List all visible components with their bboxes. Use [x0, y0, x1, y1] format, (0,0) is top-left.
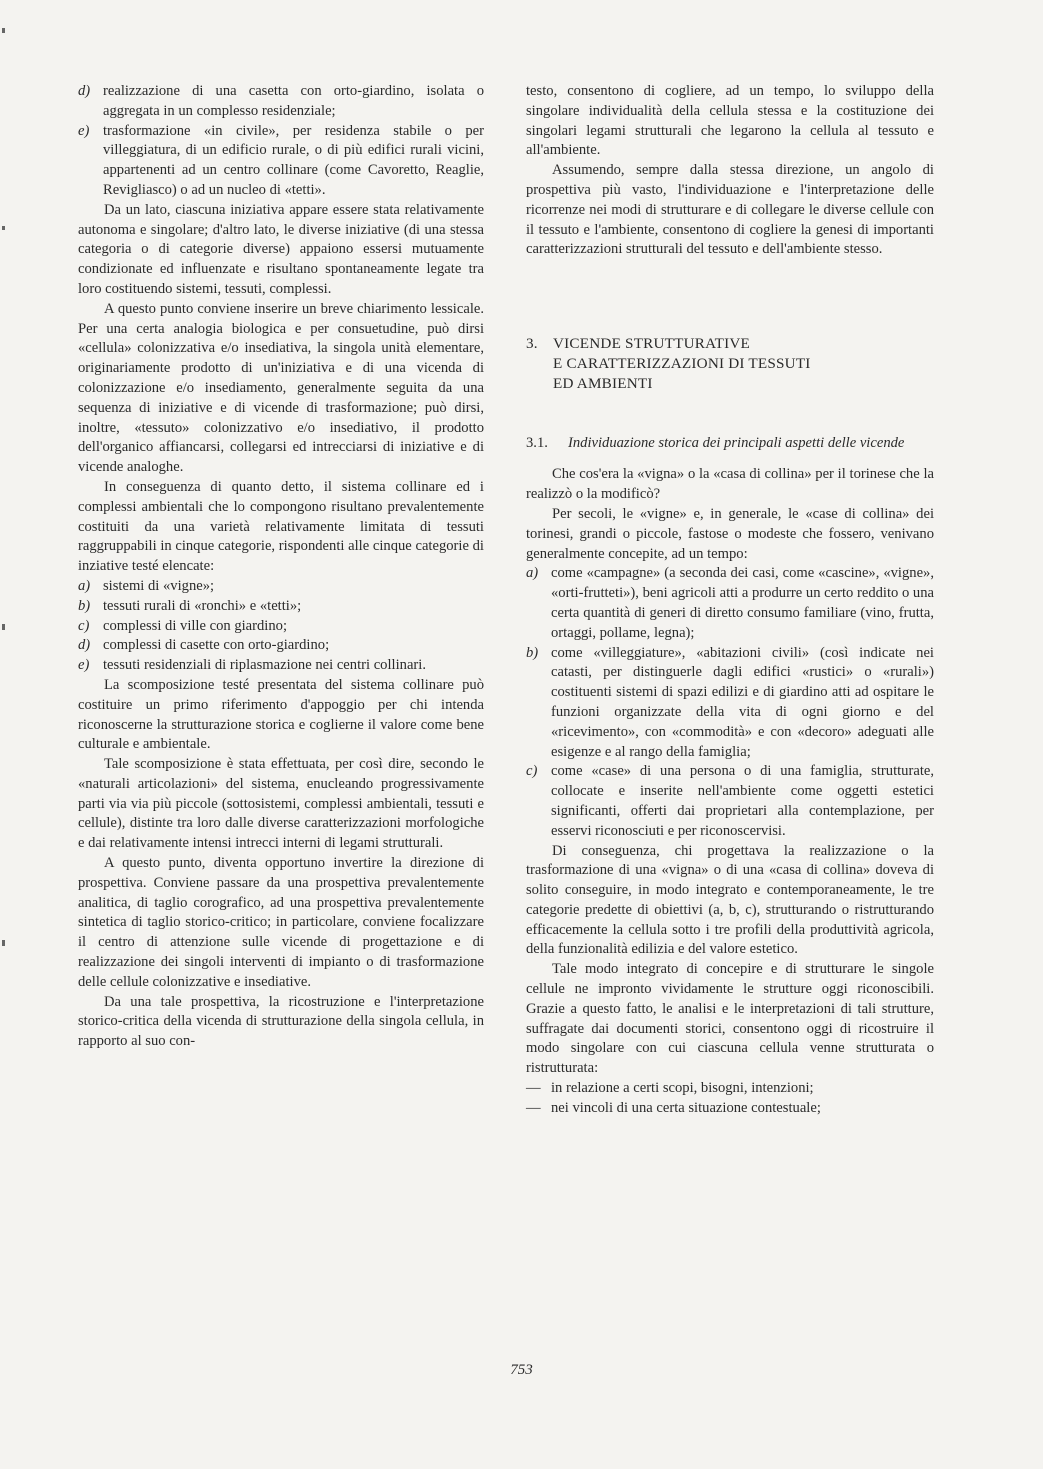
paragraph: In conseguenza di quanto detto, il sistema collinare ed i complessi ambientali che lo compongono risultano prevalentemente costituiti da una varietà relativamente limitata di tessuti raggruppabili in cinque categorie, rispondenti alle cinque categorie di inziative testé elencate: — [78, 478, 484, 575]
section-title-line: ED AMBIENTI — [553, 374, 653, 392]
list-text: come «case» di una persona o di una famiglia, strutturate, collocate e inserite nell'ambiente come oggetti estetici significanti, offerti dai proprietari alla contemplazione, per esservi riconosciuti e per riconoscervisi. — [551, 763, 934, 839]
list-item — [526, 644, 934, 763]
paragraph: A questo punto conviene inserire un breve chiarimento lessicale. Per una certa analogia biologica e per consuetudine, può dirsi «cellula» colonizzativa e/o insediativa, la singola unità elementare, originariamente prodotto di un'iniziativa e di una vicenda di colonizzazione e/o insediamento, generalmente seguita da una sequenza di iniziative e di vicende di trasformazione; può dirsi, inoltre, «tessuto» colonizzativo e/o insediativo, il prodotto dell'organico affiancarsi, collegarsi ed intrecciarsi di iniziative e di vicende analoghe. — [78, 300, 484, 476]
list-label: d) — [78, 637, 91, 654]
paragraph: Da un lato, ciascuna iniziativa appare essere stata relativamente autonoma e singolare; d'altro lato, le diverse iniziative (di una stessa categoria o di categorie diverse) appaiono essersi mutuamente condizionate ed influenzate e risultano spontaneamente legate tra loro costituendo sistemi, tessuti, complessi. — [78, 201, 484, 297]
right-column — [526, 82, 934, 1119]
list-label: b) — [526, 644, 539, 661]
list-text: in relazione a certi scopi, bisogni, intenzioni; — [551, 1080, 814, 1097]
list-text: nei vincoli di una certa situazione contestuale; — [551, 1099, 821, 1116]
list-item — [526, 1099, 934, 1119]
section-title-line: E CARATTERIZZAZIONI DI TESSUTI — [553, 354, 811, 372]
scan-edge-mark — [2, 28, 5, 33]
list-item — [78, 82, 484, 122]
list-label: — — [526, 1099, 541, 1116]
section-title-line: VICENDE STRUTTURATIVE — [553, 335, 750, 353]
paragraph: La scomposizione testé presentata del sistema collinare può costituire un primo riferimento d'appoggio per chi intenda riconoscerne la strutturazione storica e coglierne il valore come bene culturale e ambientale. — [78, 676, 484, 753]
left-column — [78, 82, 484, 1052]
scan-edge-mark — [2, 940, 5, 946]
paragraph: Tale scomposizione è stata effettuata, per così dire, secondo le «naturali articolazioni» del sistema, enucleando progressivamente parti via via più piccole (sottosistemi, complessi ambientali, tessuti e cellule), distinte tra loro dalle diverse caratterizzazioni morfologiche e dai relativamente intensi intrecci interni di legami strutturali. — [78, 756, 484, 852]
list-item — [526, 762, 934, 841]
list-item — [78, 597, 484, 617]
section-heading — [526, 334, 934, 393]
scan-edge-mark — [2, 624, 5, 630]
list-item — [526, 1079, 934, 1099]
list-text: tessuti residenziali di riplasmazione nei centri collinari. — [103, 657, 426, 674]
list-item — [78, 656, 484, 676]
paragraph: Per secoli, le «vigne» e, in generale, le «case di collina» dei torinesi, grandi o piccole, fastose o modeste che fossero, venivano generalmente concepite, ad un tempo: — [526, 505, 934, 562]
paragraph: Da una tale prospettiva, la ricostruzione e l'interpretazione storico-critica della vicenda di strutturazione della singola cellula, in rapporto al suo con- — [78, 993, 484, 1050]
section-number: 3. — [526, 335, 538, 353]
subsection-title: Individuazione storica dei principali aspetti delle vicende — [568, 434, 905, 451]
list-text: realizzazione di una casetta con orto-giardino, isolata o aggregata in un complesso residenziale; — [103, 83, 484, 119]
list-label: c) — [78, 617, 90, 634]
list-label: e) — [78, 122, 90, 139]
list-label: d) — [78, 83, 91, 99]
list-text: tessuti rurali di «ronchi» e «tetti»; — [103, 597, 302, 614]
list-label: — — [526, 1080, 541, 1097]
list-label: a) — [526, 565, 539, 582]
subsection-heading — [526, 434, 934, 454]
list-text: sistemi di «vigne»; — [103, 577, 215, 594]
list-text: come «villeggiature», «abitazioni civili» (così indicate nei catasti, per distinguerle dagli edifici «rustici» o «rurali») costituenti sistemi di spazi edilizi e di giardino atti ad ospitare le funzioni organizzate della vita di ogni giorno e del «ricevimento», con «commodità» e con «decoro» adeguati alle esigenze e al rango della famiglia; — [551, 644, 934, 760]
scan-edge-mark — [2, 226, 5, 230]
list-label: c) — [526, 763, 538, 780]
list-text: complessi di ville con giardino; — [103, 617, 288, 634]
page-number: 753 — [510, 1362, 533, 1378]
list-text: come «campagne» (a seconda dei casi, come «cascine», «vigne», «orti-frutteti»), beni agricoli atti a produrre un certo reddito o una certa quantità di generi di diretto consumo familiare (vino, frutta, ortaggi, pollame, legna); — [551, 565, 934, 641]
list-label: b) — [78, 597, 91, 614]
list-text: trasformazione «in civile», per residenza stabile o per villeggiatura, di un edificio rurale, o di più edifici rurali vicini, appartenenti ad un centro collinare (come Cavoretto, Reaglie, Revigliasco) o ad un nucleo di «tetti». — [103, 122, 484, 198]
paragraph: testo, consentono di cogliere, ad un tempo, lo sviluppo della singolare individualità della cellula stessa e la costituzione dei singolari legami strutturali che legarono la cellula al tessuto e all'ambiente. — [526, 83, 934, 159]
list-item — [78, 617, 484, 637]
list-text: complessi di casette con orto-giardino; — [103, 637, 330, 654]
list-item — [78, 122, 484, 201]
list-label: a) — [78, 577, 91, 594]
paragraph: Assumendo, sempre dalla stessa direzione, un angolo di prospettiva più vasto, l'individuazione e l'interpretazione delle ricorrenze nei modi di strutturare e di collegare le diverse cellule con il tessuto e l'ambiente, consentono di cogliere la genesi di importanti caratterizzazioni strutturali del tessuto e dell'ambiente stesso. — [526, 162, 934, 258]
list-item — [78, 577, 484, 597]
list-item — [78, 636, 484, 656]
list-label: e) — [78, 657, 90, 674]
paragraph: A questo punto, diventa opportuno invertire la direzione di prospettiva. Conviene passare da una prospettiva prevalentemente analitica, di taglio corografico, ad una prospettiva prevalentemente sintetica di taglio storico-critico; in particolare, conviene focalizzare il centro di attenzione sulle vicende di progettazione e di realizzazione dei singoli interventi di impianto o di trasformazione delle cellule colonizzative e insediative. — [78, 855, 484, 990]
paragraph: Di conseguenza, chi progettava la realizzazione o la trasformazione di una «vigna» o di una «casa di collina» doveva di solito conseguire, in modo integrato e contemporaneamente, le tre categorie predette di obiettivi (a, b, c), strutturando o ristrutturando efficacemente la cellula sotto i tre profili della produttività agricola, della funzionalità edilizia e del valore estetico. — [526, 842, 934, 958]
subsection-number: 3.1. — [526, 434, 548, 451]
list-item — [526, 564, 934, 643]
paragraph: Tale modo integrato di concepire e di strutturare le singole cellule ne impronto vividamente le strutture oggi riconoscibili. Grazie a questo fatto, le analisi e le interpretazioni di tali strutture, suffragate dai documenti storici, consentono oggi di ricostruire il modo singolare con cui ciascuna cellula venne strutturata o ristrutturata: — [526, 961, 934, 1077]
paragraph: Che cos'era la «vigna» o la «casa di collina» per il torinese che la realizzò o la modificò? — [526, 466, 934, 503]
